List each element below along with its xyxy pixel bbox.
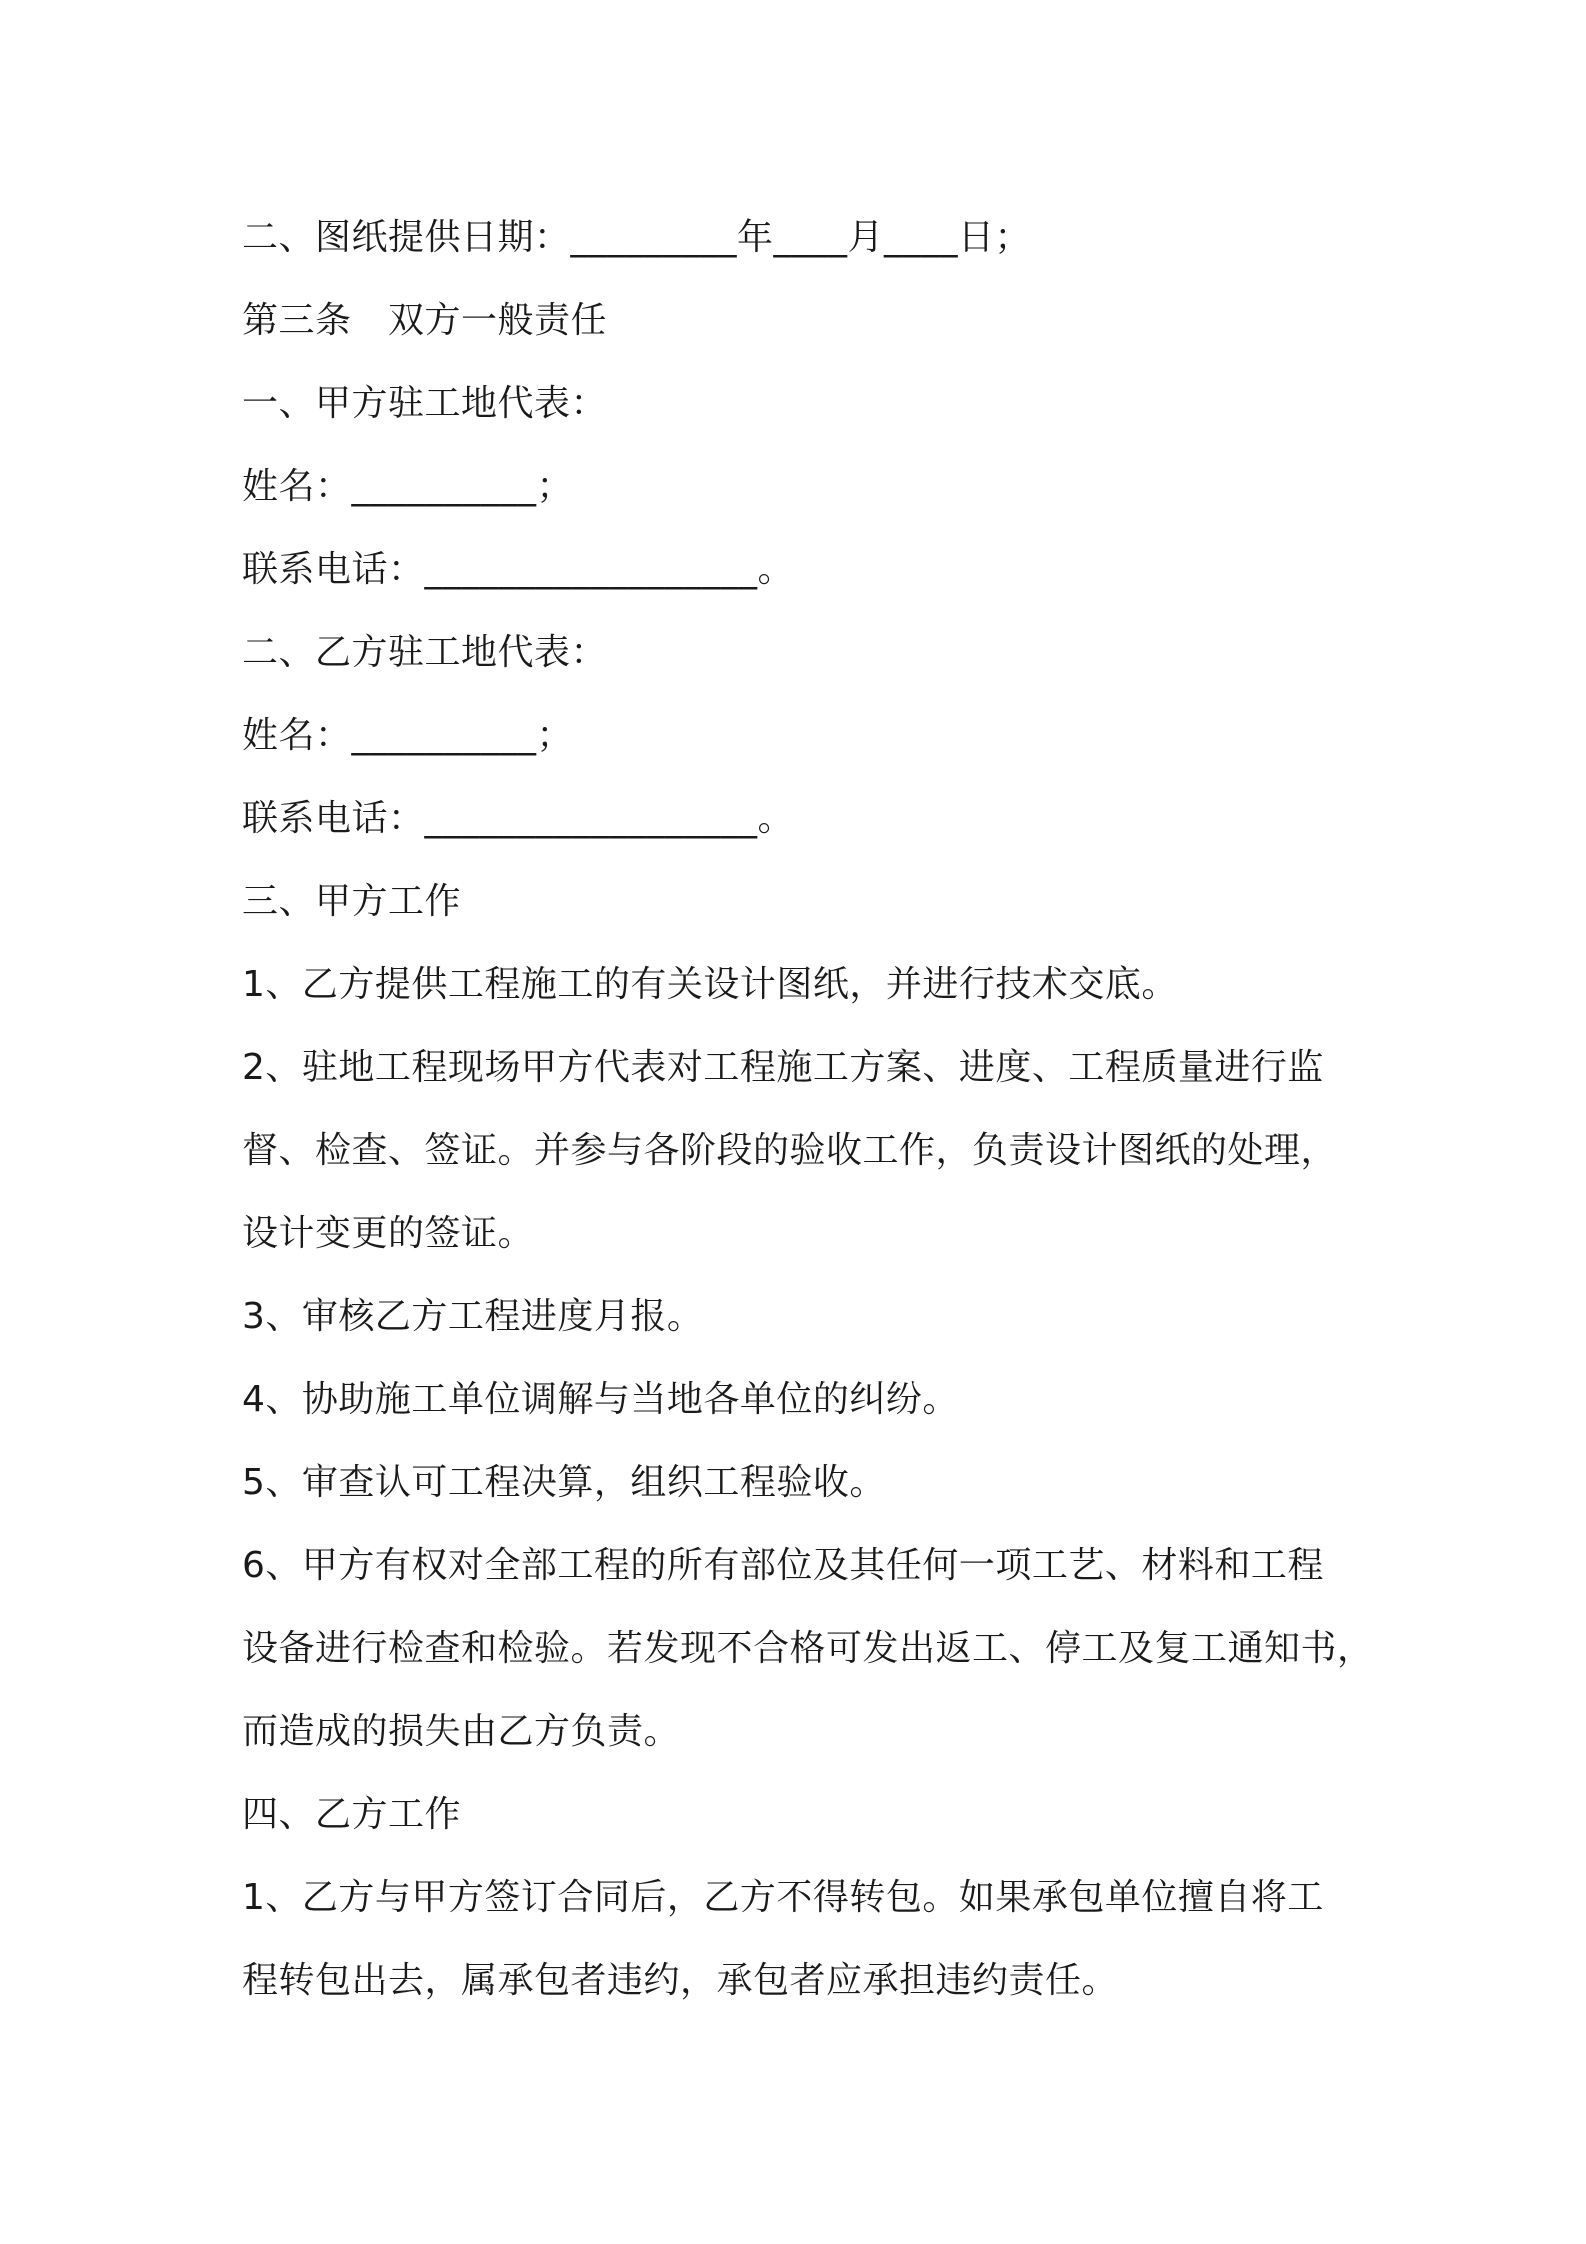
party-a-work-heading: 三、甲方工作 [242, 881, 462, 922]
party-a-phone-field: 联系电话：__________________。 [242, 549, 795, 590]
party-b-name-field: 姓名：__________； [242, 715, 574, 756]
party-a-work-item-2-line-3: 设计变更的签证。 [242, 1213, 535, 1254]
party-a-work-item-2-line-2: 督、检查、签证。并参与各阶段的验收工作，负责设计图纸的处理， [242, 1130, 1338, 1171]
article-three-heading: 第三条 双方一般责任 [242, 300, 608, 341]
party-b-work-item-1-line-2: 程转包出去，属承包者违约，承包者应承担违约责任。 [242, 1960, 1119, 2001]
party-b-representative-heading: 二、乙方驻工地代表： [242, 632, 608, 673]
party-a-work-item-2-line-1: 2、驻地工程现场甲方代表对工程施工方案、进度、工程质量进行监 [242, 1047, 1324, 1088]
party-a-work-item-5: 5、审查认可工程决算，组织工程验收。 [242, 1462, 886, 1503]
party-a-work-item-6-line-3: 而造成的损失由乙方负责。 [242, 1711, 681, 1752]
party-a-work-item-1: 1、乙方提供工程施工的有关设计图纸，并进行技术交底。 [242, 964, 1178, 1005]
document-body [242, 196, 1374, 2022]
party-a-work-item-4: 4、协助施工单位调解与当地各单位的纠纷。 [242, 1379, 959, 1420]
party-a-representative-heading: 一、甲方驻工地代表： [242, 383, 608, 424]
drawing-date-line: 二、图纸提供日期：_________年____月____日； [242, 217, 1032, 258]
party-b-phone-field: 联系电话：__________________。 [242, 798, 795, 839]
party-a-work-item-6-line-1: 6、甲方有权对全部工程的所有部位及其任何一项工艺、材料和工程 [242, 1545, 1324, 1586]
party-a-work-item-6-line-2: 设备进行检查和检验。若发现不合格可发出返工、停工及复工通知书， [242, 1628, 1374, 1669]
party-a-work-item-3: 3、审核乙方工程进度月报。 [242, 1296, 704, 1337]
party-b-work-item-1-line-1: 1、乙方与甲方签订合同后，乙方不得转包。如果承包单位擅自将工 [242, 1877, 1324, 1918]
party-b-work-heading: 四、乙方工作 [242, 1794, 462, 1835]
party-a-name-field: 姓名：__________； [242, 466, 574, 507]
